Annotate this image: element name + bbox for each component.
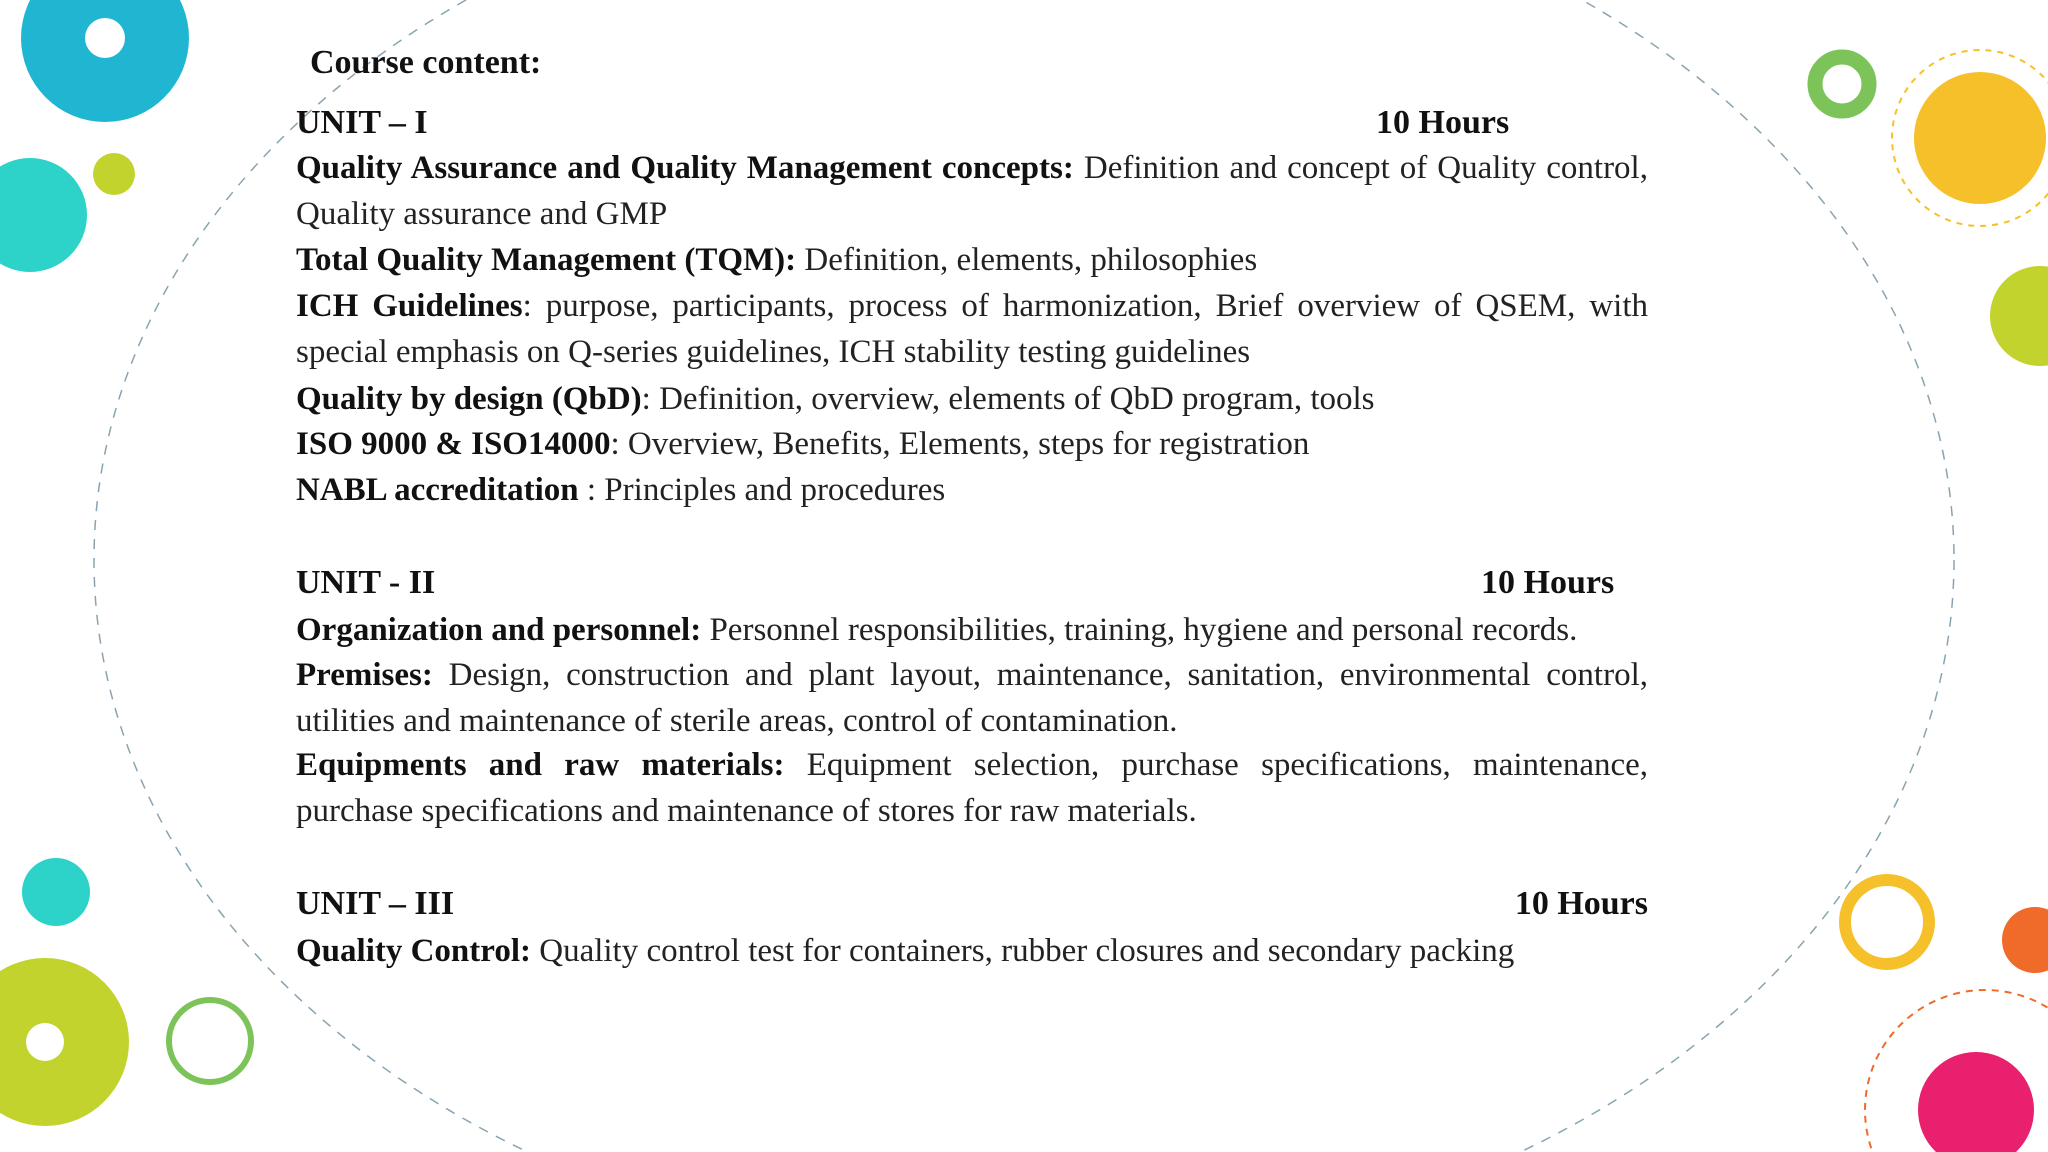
unit-3-hours: 10 Hours — [1514, 885, 1648, 922]
course-content-heading: Course content: — [310, 44, 542, 81]
topic-desc: Design, construction and plant layout, maintenance, sanitation, environmental control, utilities and maintenance of sterile areas, control of contamination. — [296, 657, 1648, 739]
topic-term: NABL accreditation — [296, 472, 579, 508]
topic-term: Quality Control: — [296, 933, 531, 969]
unit-1-title: UNIT – I — [296, 104, 428, 141]
unit-1-topic-nabl — [296, 467, 1648, 513]
topic-term: Premises: — [296, 657, 433, 693]
unit-1-topic-qbd — [296, 376, 1648, 422]
topic-term: ICH Guidelines — [296, 288, 523, 324]
unit-1-hours: 10 Hours — [1376, 104, 1510, 141]
topic-term: Equipments and raw materials: — [296, 747, 785, 783]
topic-term: Organization and personnel: — [296, 612, 702, 648]
unit-1-topic-tqm — [296, 237, 1648, 283]
topic-desc: Definition and concept of Quality control, Quality assurance and GMP — [296, 150, 1648, 232]
unit-1-topic-iso — [296, 421, 1648, 467]
topic-term: Total Quality Management (TQM): — [296, 242, 797, 278]
topic-desc: : purpose, participants, process of harmonization, Brief overview of QSEM, with special emphasis on Q-series guidelines, ICH stability testing guidelines — [296, 288, 1648, 370]
unit-2-topic-equipments — [296, 742, 1648, 834]
topic-desc: : Principles and procedures — [578, 472, 946, 508]
unit-2-hours: 10 Hours — [1481, 564, 1615, 601]
unit-1-header — [296, 104, 1526, 148]
unit-3-header — [296, 885, 1648, 929]
topic-term: Quality Assurance and Quality Management concepts: — [296, 150, 1074, 186]
topic-desc: : Overview, Benefits, Elements, steps for registration — [610, 426, 1310, 462]
topic-desc: Equipment selection, purchase specifications, maintenance, purchase specifications and maintenance of stores for raw materials. — [296, 747, 1649, 829]
topic-desc: : Definition, overview, elements of QbD program, tools — [641, 381, 1375, 417]
topic-term: ISO 9000 & ISO14000 — [296, 426, 611, 462]
unit-2-topic-premises — [296, 652, 1648, 744]
unit-1-topic-qa-qm — [296, 145, 1648, 237]
topic-desc: Quality control test for containers, rubber closures and secondary packing — [530, 933, 1515, 969]
unit-2-topic-organization — [296, 607, 1648, 653]
unit-2-title: UNIT - II — [296, 564, 436, 601]
unit-3-topic-quality-control — [296, 928, 1648, 974]
unit-1-topic-ich — [296, 283, 1648, 375]
topic-desc: Personnel responsibilities, training, hygiene and personal records. — [701, 612, 1578, 648]
topic-desc: Definition, elements, philosophies — [796, 242, 1258, 278]
unit-2-header — [296, 564, 1626, 608]
topic-term: Quality by design (QbD) — [296, 381, 642, 417]
unit-3-title: UNIT – III — [296, 885, 455, 922]
